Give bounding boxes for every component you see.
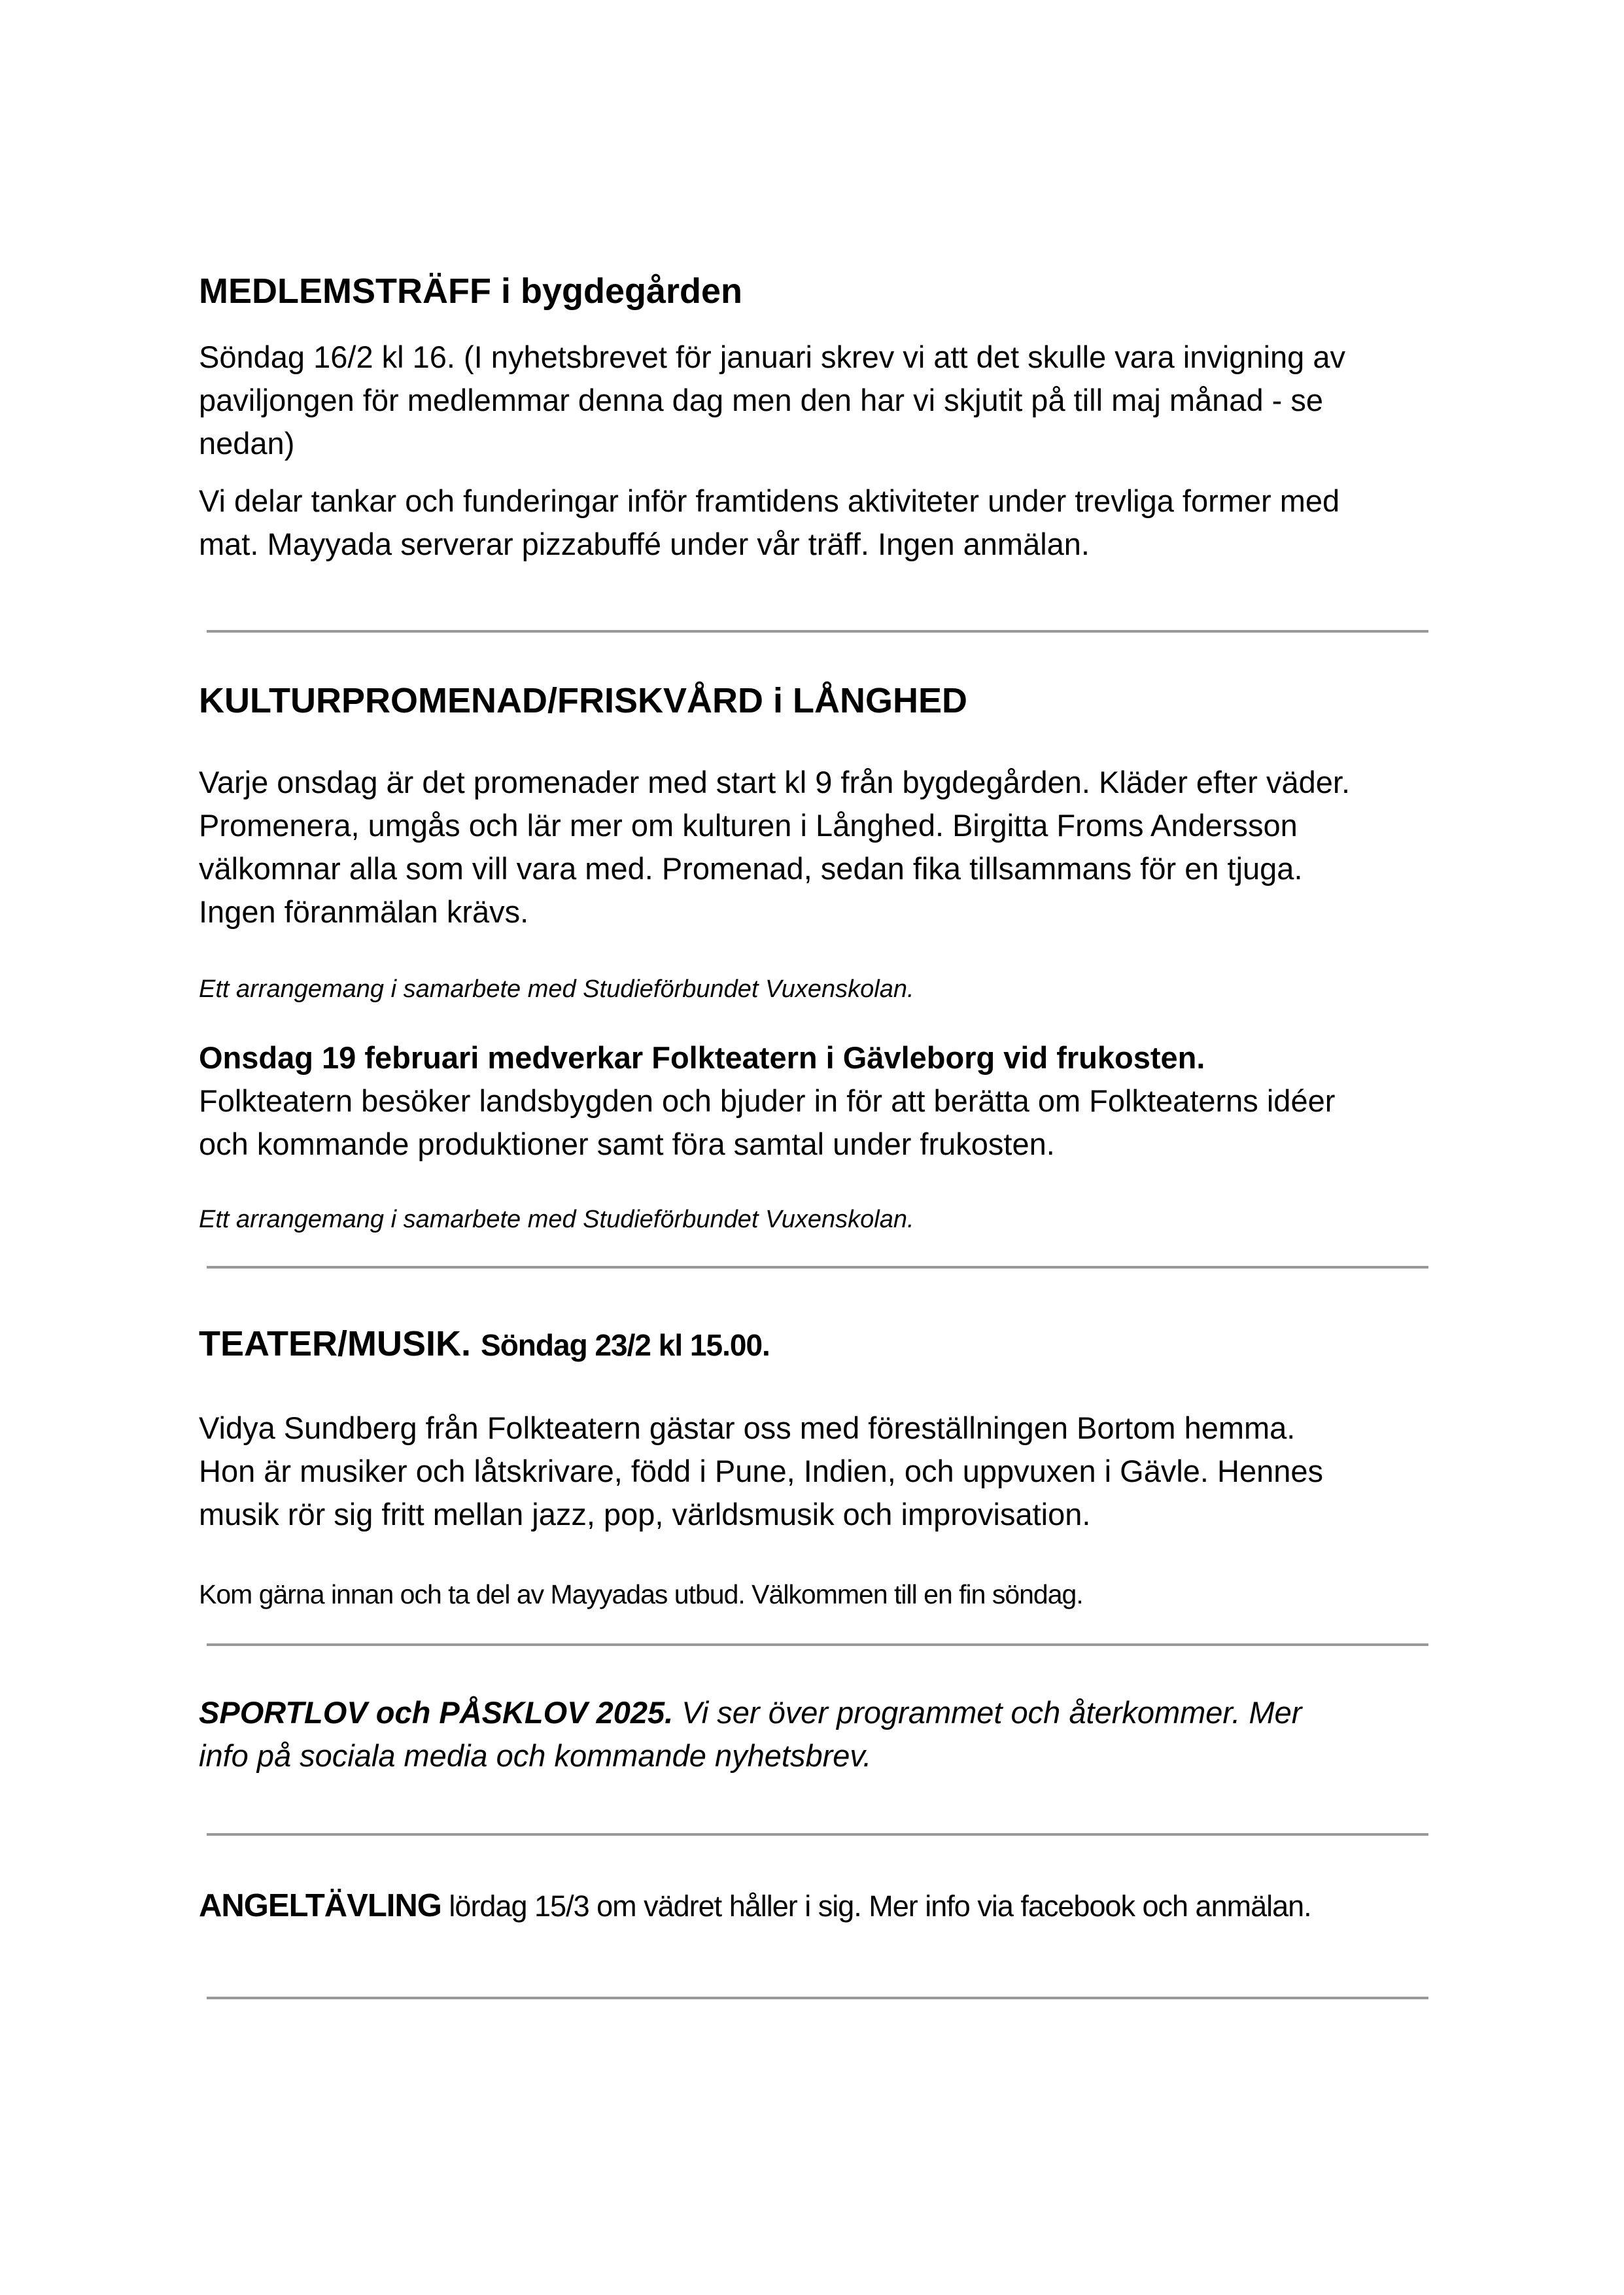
paragraph-valkommen: Kom gärna innan och ta del av Mayyadas utbud. Välkommen till en fin söndag. bbox=[199, 1579, 1083, 1609]
angeltavling-text: lördag 15/3 om vädret håller i sig. Mer info via facebook och anmälan. bbox=[441, 1889, 1311, 1923]
text-line: och kommande produktioner samt föra samtal under frukosten. bbox=[199, 1127, 1055, 1161]
divider bbox=[207, 1833, 1428, 1836]
text-line: mat. Mayyada serverar pizzabuffé under vår träff. Ingen anmälan. bbox=[199, 527, 1090, 561]
text-line: välkomnar alla som vill vara med. Promenad, sedan fika tillsammans för en tjuga. bbox=[199, 851, 1303, 886]
heading-kulturpromenad: KULTURPROMENAD/FRISKVÅRD i LÅNGHED bbox=[199, 681, 967, 720]
paragraph-kulturpromenad bbox=[199, 761, 1500, 934]
text-line: musik rör sig fritt mellan jazz, pop, världsmusik och improvisation. bbox=[199, 1497, 1091, 1532]
heading-medlemstraff: MEDLEMSTRÄFF i bygdegården bbox=[199, 272, 743, 311]
divider bbox=[207, 1997, 1428, 1999]
text-line: Folkteatern besöker landsbygden och bjuder in för att berätta om Folkteaterns idéer bbox=[199, 1083, 1336, 1118]
sportlov-lead: SPORTLOV och PÅSKLOV 2025. bbox=[199, 1695, 674, 1730]
paragraph-folkteatern-frukost bbox=[199, 1036, 1500, 1166]
angeltavling-lead: ANGELTÄVLING bbox=[199, 1888, 441, 1923]
text-line: Varje onsdag är det promenader med start kl 9 från bygdegården. Kläder efter väder. bbox=[199, 765, 1351, 799]
heading-teater-musik bbox=[199, 1323, 770, 1365]
bold-announcement: Onsdag 19 februari medverkar Folkteatern i Gävleborg vid frukosten. bbox=[199, 1040, 1205, 1075]
text-line: Ingen föranmälan krävs. bbox=[199, 894, 529, 929]
text-line: nedan) bbox=[199, 426, 295, 461]
text-line: Vidya Sundberg från Folkteatern gästar oss med föreställningen Bortom hemma. bbox=[199, 1410, 1296, 1445]
text-line: Vi ser över programmet och återkommer. Mer bbox=[673, 1695, 1302, 1730]
text-line: Hon är musiker och låtskrivare, född i Pune, Indien, och uppvuxen i Gävle. Hennes bbox=[199, 1454, 1324, 1488]
note-vuxenskolan: Ett arrangemang i samarbete med Studieförbundet Vuxenskolan. bbox=[199, 975, 914, 1003]
paragraph-medlemstraff-date bbox=[199, 336, 1500, 465]
text-line: Söndag 16/2 kl 16. (I nyhetsbrevet för januari skrev vi att det skulle vara invigning av bbox=[199, 340, 1345, 374]
note-vuxenskolan: Ett arrangemang i samarbete med Studieförbundet Vuxenskolan. bbox=[199, 1206, 914, 1233]
paragraph-medlemstraff-info bbox=[199, 480, 1500, 566]
divider bbox=[207, 630, 1428, 633]
text-line: Vi delar tankar och funderingar inför framtidens aktiviteter under trevliga former med bbox=[199, 483, 1340, 518]
text-line: info på sociala media och kommande nyhetsbrev. bbox=[199, 1738, 872, 1773]
paragraph-angeltavling bbox=[199, 1884, 1500, 1928]
text-line: Promenera, umgås och lär mer om kulturen i Långhed. Birgitta Froms Andersson bbox=[199, 808, 1298, 843]
heading-teater-musik-title: TEATER/MUSIK. bbox=[199, 1324, 471, 1363]
divider bbox=[207, 1266, 1428, 1269]
text-line: paviljongen för medlemmar denna dag men den har vi skjutit på till maj månad - se bbox=[199, 383, 1323, 417]
paragraph-vidya-sundberg bbox=[199, 1407, 1500, 1536]
divider bbox=[207, 1643, 1428, 1646]
heading-teater-musik-date: Söndag 23/2 kl 15.00. bbox=[481, 1328, 770, 1362]
paragraph-sportlov bbox=[199, 1691, 1500, 1778]
